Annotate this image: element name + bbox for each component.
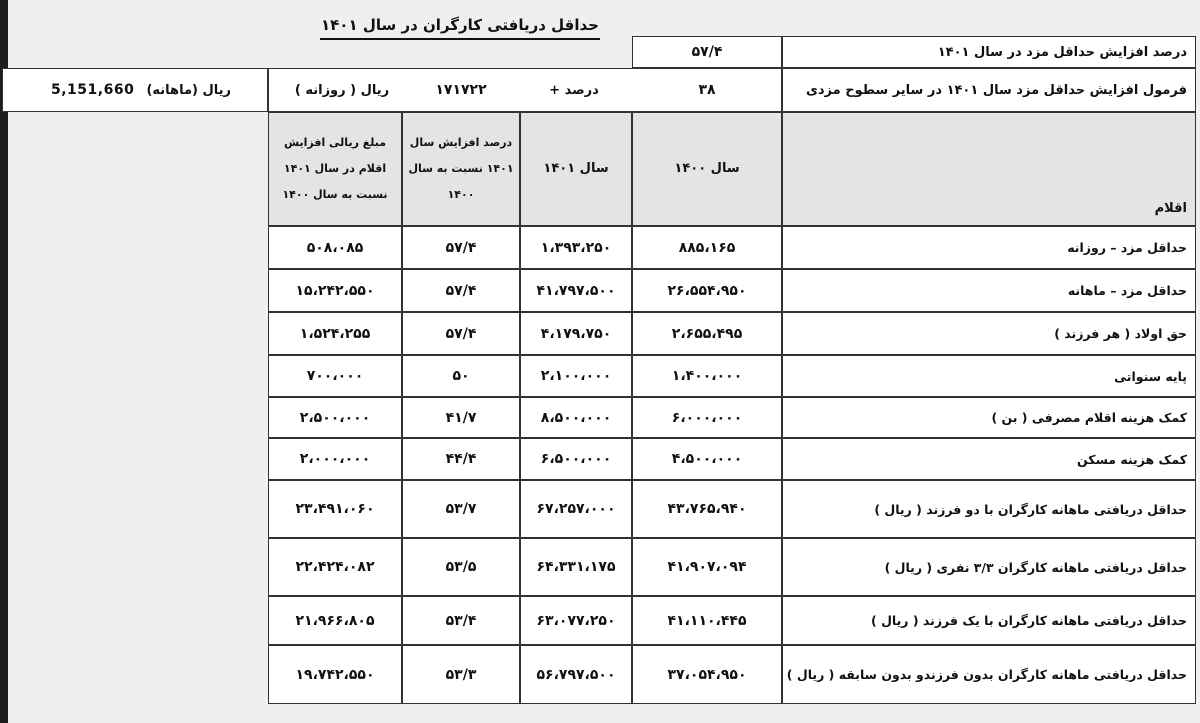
table-cell-pct: ۵۰ — [402, 355, 520, 397]
table-cell-y1401: ۶۳،۰۷۷،۲۵۰ — [520, 596, 632, 645]
table-row-item: کمک هزینه اقلام مصرفی ( بن ) — [782, 397, 1196, 438]
page-title: حداقل دریافتی کارگران در سال ۱۴۰۱ — [320, 14, 600, 40]
table-cell-pct: ۵۳/۳ — [402, 645, 520, 704]
table-cell-diff: ۲،۵۰۰،۰۰۰ — [268, 397, 402, 438]
monthly-box — [2, 68, 268, 112]
table-cell-pct: ۵۷/۴ — [402, 312, 520, 355]
table-cell-pct: ۵۷/۴ — [402, 269, 520, 312]
increase-value: ۵۷/۴ — [632, 36, 782, 68]
table-cell-diff: ۱۵،۲۴۲،۵۵۰ — [268, 269, 402, 312]
table-cell-y1400: ۲۶،۵۵۴،۹۵۰ — [632, 269, 782, 312]
table-row-item: حق اولاد ( هر فرزند ) — [782, 312, 1196, 355]
header-year-1401: سال ۱۴۰۱ — [520, 112, 632, 226]
percent-plus: درصد + — [549, 82, 599, 98]
table-row-item: کمک هزینه مسکن — [782, 438, 1196, 480]
table-row-item: حداقل مزد – روزانه — [782, 226, 1196, 269]
table-cell-diff: ۲،۰۰۰،۰۰۰ — [268, 438, 402, 480]
table-cell-y1401: ۶۴،۳۳۱،۱۷۵ — [520, 538, 632, 596]
table-cell-pct: ۴۴/۴ — [402, 438, 520, 480]
table-cell-y1400: ۳۷،۰۵۴،۹۵۰ — [632, 645, 782, 704]
table-cell-diff: ۱،۵۲۴،۲۵۵ — [268, 312, 402, 355]
formula-label: فرمول افزایش حداقل مزد سال ۱۴۰۱ در سایر سطوح مزدی — [782, 68, 1196, 112]
table-cell-y1401: ۴،۱۷۹،۷۵۰ — [520, 312, 632, 355]
monthly-amount: 5,151,660 — [51, 82, 135, 98]
table-row-item: حداقل مزد – ماهانه — [782, 269, 1196, 312]
table-cell-diff: ۲۱،۹۶۶،۸۰۵ — [268, 596, 402, 645]
table-row-item: حداقل دریافتی ماهانه کارگران ۳/۳ نفری ( ریال ) — [782, 538, 1196, 596]
table-cell-y1401: ۶،۵۰۰،۰۰۰ — [520, 438, 632, 480]
table-cell-pct: ۵۷/۴ — [402, 226, 520, 269]
table-row-item: حداقل دریافتی ماهانه کارگران با دو فرزند ( ریال ) — [782, 480, 1196, 538]
table-cell-diff: ۷۰۰،۰۰۰ — [268, 355, 402, 397]
table-cell-y1401: ۶۷،۲۵۷،۰۰۰ — [520, 480, 632, 538]
table-cell-diff: ۲۲،۴۲۴،۰۸۲ — [268, 538, 402, 596]
table-row-item: حداقل دریافتی ماهانه کارگران بدون فرزندو بدون سابقه ( ریال ) — [782, 645, 1196, 704]
increase-label: درصد افزایش حداقل مزد در سال ۱۴۰۱ — [782, 36, 1196, 68]
table-cell-y1400: ۲،۶۵۵،۴۹۵ — [632, 312, 782, 355]
table-cell-y1401: ۲،۱۰۰،۰۰۰ — [520, 355, 632, 397]
monthly-unit: ریال (ماهانه) — [146, 82, 231, 98]
daily-amount: ۱۷۱۷۲۲ — [435, 82, 487, 98]
table-cell-diff: ۱۹،۷۴۲،۵۵۰ — [268, 645, 402, 704]
header-pct-increase: درصد افزایش سال ۱۴۰۱ نسبت به سال ۱۴۰۰ — [402, 112, 520, 226]
daily-unit: ریال ( روزانه ) — [294, 82, 390, 98]
header-year-1400: سال ۱۴۰۰ — [632, 112, 782, 226]
table-cell-diff: ۲۳،۴۹۱،۰۶۰ — [268, 480, 402, 538]
table-cell-pct: ۵۳/۴ — [402, 596, 520, 645]
table-row-item: پایه سنواتی — [782, 355, 1196, 397]
table-cell-pct: ۵۳/۵ — [402, 538, 520, 596]
header-items: اقلام — [1154, 200, 1187, 216]
table-row-item: حداقل دریافتی ماهانه کارگران با یک فرزند ( ریال ) — [782, 596, 1196, 645]
table-cell-y1400: ۴۱،۹۰۷،۰۹۴ — [632, 538, 782, 596]
table-cell-y1401: ۸،۵۰۰،۰۰۰ — [520, 397, 632, 438]
table-cell-y1400: ۶،۰۰۰،۰۰۰ — [632, 397, 782, 438]
table-cell-y1401: ۴۱،۷۹۷،۵۰۰ — [520, 269, 632, 312]
header-items-cell — [782, 112, 1196, 226]
table-cell-y1400: ۴۱،۱۱۰،۴۴۵ — [632, 596, 782, 645]
table-cell-pct: ۵۳/۷ — [402, 480, 520, 538]
header-rial-increase: مبلغ ریالی افزایش اقلام در سال ۱۴۰۱ نسبت به سال ۱۴۰۰ — [268, 112, 402, 226]
table-cell-y1400: ۱،۴۰۰،۰۰۰ — [632, 355, 782, 397]
formula-percent: ۳۸ — [698, 82, 716, 98]
table-cell-y1400: ۴،۵۰۰،۰۰۰ — [632, 438, 782, 480]
table-cell-y1401: ۱،۳۹۳،۲۵۰ — [520, 226, 632, 269]
table-cell-y1400: ۸۸۵،۱۶۵ — [632, 226, 782, 269]
table-cell-y1400: ۴۳،۷۶۵،۹۴۰ — [632, 480, 782, 538]
table-cell-y1401: ۵۶،۷۹۷،۵۰۰ — [520, 645, 632, 704]
table-cell-diff: ۵۰۸،۰۸۵ — [268, 226, 402, 269]
table-cell-pct: ۴۱/۷ — [402, 397, 520, 438]
